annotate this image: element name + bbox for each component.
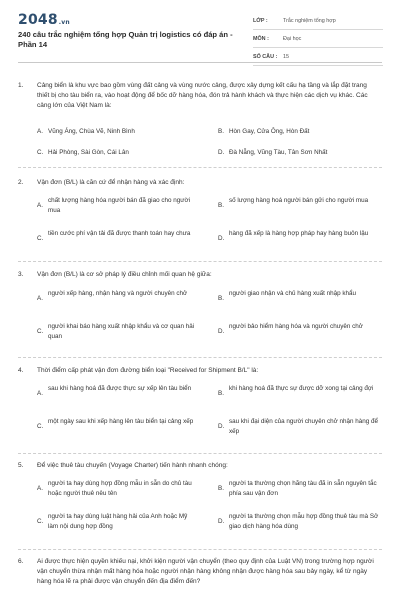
option-letter: B. (218, 128, 224, 135)
option-text: người giao nhận và chủ hàng xuất nhập khẩu (229, 290, 357, 297)
question-text: Ai được thực hiện quyền khiếu nại, khởi kiện người vận chuyển (theo quy định của Luật VN) trong trường hợp người vận chuyển thừa nhận mất hàng hóa hoặc người nhận hàng không nhận được hàng hóa sau bảy ngày, kể từ ngày hàng hóa lẽ ra phải được vận chuyển đến địa điểm đến? (37, 558, 374, 585)
meta-row-question-count (253, 50, 383, 66)
option-text: sau khi đại diện của người chuyên chở nhận hàng để xếp (229, 418, 379, 435)
option-text: người khai báo hàng xuất nhập khẩu và cơ quan hải quan (48, 323, 195, 340)
question-text: Cảng biển là khu vực bao gồm vùng đất cảng và vùng nước cảng, được xây dựng kết cấu hạ tầng và lắp đặt trang thiết bị cho tàu biển ra, vào hoạt động để bốc dỡ hàng hóa, đón trả hành khách và thực hiện các dịch vụ khác. Các cảng lớn của Việt Nam là: (37, 82, 368, 109)
meta-label: MÔN : (253, 36, 269, 42)
answer-option-d[interactable] (218, 229, 380, 251)
answer-option-d[interactable] (218, 417, 380, 439)
option-text: Đà Nẵng, Vũng Tàu, Tân Sơn Nhất (229, 149, 328, 156)
option-text: số lượng hàng hoá người bán gửi cho người mua (229, 197, 369, 204)
answer-option-d[interactable] (218, 322, 380, 344)
question-number: 2. (18, 179, 24, 186)
meta-label: LỚP : (253, 18, 268, 24)
header-divider (18, 62, 382, 63)
question-number: 5. (18, 462, 24, 469)
option-text: người xếp hàng, nhận hàng và người chuyên chở (48, 290, 188, 297)
question-item (18, 358, 382, 454)
answer-option-c[interactable] (37, 229, 217, 251)
meta-row-class (253, 14, 383, 30)
logo-suffix: .vn (58, 19, 70, 26)
option-letter: A. (37, 295, 43, 302)
option-text: người ta hay dùng hợp đồng mẫu in sẵn do chủ tàu hoặc người thuê nêu tên (48, 480, 192, 497)
question-number: 4. (18, 367, 24, 374)
question-item (18, 70, 382, 168)
document-title: 240 câu trắc nghiệm tổng hợp Quản trị logistics có đáp án - Phần 14 (18, 30, 233, 49)
answer-option-b[interactable] (218, 196, 380, 218)
question-item (18, 454, 382, 550)
meta-value: 15 (283, 54, 289, 60)
logo-text: 2048 (18, 12, 58, 28)
option-letter: D. (218, 328, 225, 335)
answer-option-d[interactable] (218, 512, 380, 534)
option-letter: A. (37, 128, 43, 135)
option-letter: D. (218, 149, 225, 156)
meta-row-subject (253, 32, 383, 48)
answer-option-b[interactable] (218, 384, 380, 406)
option-letter: C. (37, 518, 44, 525)
meta-value: Đại học (283, 36, 302, 42)
option-text: tiền cước phí vận tải đã được thanh toán hay chưa (48, 230, 191, 237)
meta-label: SỐ CÂU : (253, 54, 278, 60)
option-text: Hòn Gay, Cửa Ông, Hòn Đất (229, 128, 310, 135)
answer-option-b[interactable] (218, 289, 380, 311)
option-letter: D. (218, 235, 225, 242)
meta-value: Trắc nghiệm tổng hợp (283, 18, 336, 24)
option-text: người bảo hiểm hàng hóa và người chuyên chở (229, 323, 363, 330)
option-text: hàng đã xếp là hàng hợp pháp hay hàng buôn lậu (229, 230, 369, 237)
answer-option-b[interactable] (218, 479, 380, 501)
option-letter: C. (37, 149, 44, 156)
option-text: sau khi hàng hoá đã được thực sự xếp lên tàu biển (48, 385, 192, 392)
option-letter: D. (218, 423, 225, 430)
option-letter: A. (37, 390, 43, 397)
option-letter: C. (37, 328, 44, 335)
question-number: 1. (18, 82, 24, 89)
option-letter: B. (218, 295, 224, 302)
answer-option-a[interactable] (37, 196, 217, 218)
answer-option-a[interactable] (37, 479, 217, 501)
option-letter: C. (37, 235, 44, 242)
site-logo[interactable] (18, 12, 70, 28)
option-text: người ta hay dùng luật hàng hải của Anh hoặc Mỹ làm nội dung hợp đồng (48, 513, 188, 530)
question-list (18, 70, 382, 600)
option-letter: C. (37, 423, 44, 430)
answer-option-a[interactable] (37, 289, 217, 311)
option-text: một ngày sau khi xếp hàng lên tàu biển tại cảng xếp (48, 418, 194, 425)
option-text: chất lượng hàng hóa người bán đã giao cho người mua (48, 197, 190, 214)
option-letter: B. (218, 485, 224, 492)
option-text: Hải Phòng, Sài Gòn, Cái Lân (48, 149, 129, 156)
question-item (18, 262, 382, 358)
answer-option-c[interactable] (37, 417, 217, 439)
option-letter: B. (218, 202, 224, 209)
question-text: Vận đơn (B/L) là căn cứ để nhận hàng và xác định: (37, 179, 185, 186)
question-number: 3. (18, 271, 24, 278)
option-text: người ta thường chọn hãng tàu đã in sẵn nguyên tắc phía sau vận đơn (229, 480, 377, 497)
question-number: 6. (18, 558, 24, 565)
option-letter: A. (37, 485, 43, 492)
question-text: Vận đơn (B/L) là cơ sở pháp lý điều chỉnh mối quan hệ giữa: (37, 271, 212, 278)
option-text: người ta thường chọn mẫu hợp đồng thuê tàu mà Sở giao dịch hàng hóa dùng (229, 513, 379, 530)
option-letter: B. (218, 390, 224, 397)
option-letter: A. (37, 202, 43, 209)
answer-option-a[interactable] (37, 384, 217, 406)
option-text: Vũng Áng, Chùa Vẽ, Ninh Bình (48, 128, 135, 135)
document-meta (253, 14, 383, 66)
document-header (0, 0, 400, 60)
question-text: Thời điểm cấp phát vận đơn đường biển loại "Received for Shipment B/L" là: (37, 367, 259, 374)
question-item (18, 168, 382, 262)
option-letter: D. (218, 518, 225, 525)
answer-option-c[interactable] (37, 322, 217, 344)
option-text: khi hàng hoá đã thực sự được dỡ xong tại cảng đợi (229, 385, 374, 392)
question-text: Để việc thuê tàu chuyến (Voyage Charter) tiến hành nhanh chóng: (37, 462, 228, 469)
answer-option-c[interactable] (37, 512, 217, 534)
question-item (18, 550, 382, 600)
